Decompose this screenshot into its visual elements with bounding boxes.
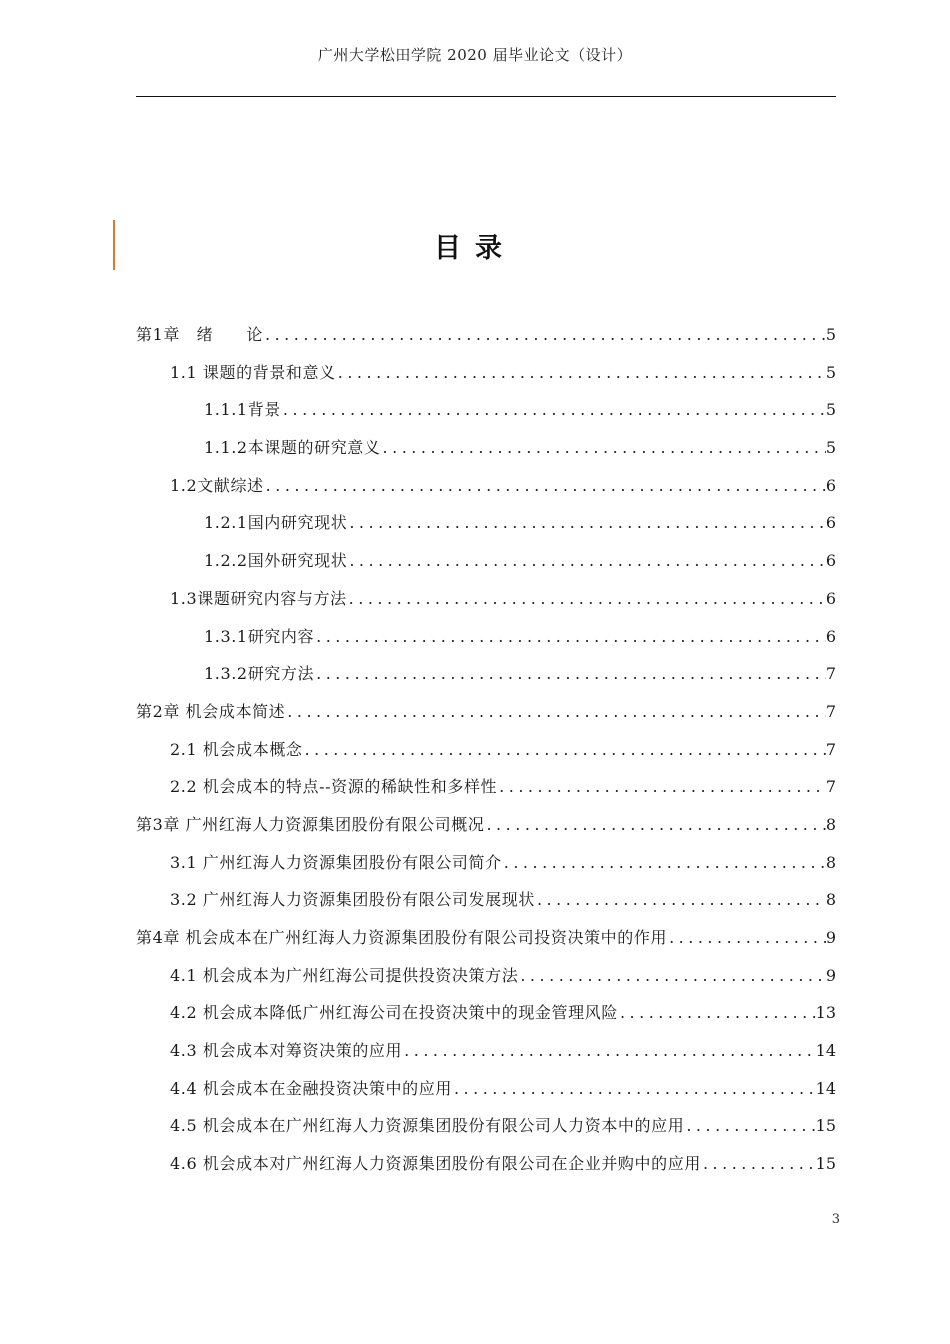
toc-entry-page: 9 xyxy=(825,965,836,985)
toc-leader-dots xyxy=(684,1107,815,1145)
toc-entry[interactable] xyxy=(136,731,836,769)
toc-leader-dots xyxy=(381,429,826,467)
toc-leader-dots xyxy=(303,731,826,769)
page-number: 3 xyxy=(831,1212,840,1227)
toc-title: 目录 xyxy=(434,233,516,264)
toc-entry[interactable] xyxy=(136,994,836,1032)
toc-leader-dots xyxy=(314,618,826,656)
toc-leader-dots xyxy=(264,467,826,505)
toc-leader-dots xyxy=(285,693,826,731)
toc-entry-page: 7 xyxy=(825,777,836,797)
toc-entry-text: 第2章 机会成本简述 xyxy=(136,701,286,721)
toc-leader-dots xyxy=(402,1032,816,1070)
toc-entry-page: 14 xyxy=(815,1041,836,1061)
toc-entry-page: 6 xyxy=(825,588,836,608)
toc-leader-dots xyxy=(281,391,826,429)
toc-leader-dots xyxy=(535,881,826,919)
toc-entry[interactable] xyxy=(136,1070,836,1108)
toc-entry-page: 5 xyxy=(825,438,836,458)
toc-leader-dots xyxy=(347,542,826,580)
toc-leader-dots xyxy=(347,580,826,618)
toc-entry-page: 6 xyxy=(825,513,836,533)
toc-entry-text: 1.3.1研究内容 xyxy=(204,626,315,646)
toc-entry-text: 1.1.2本课题的研究意义 xyxy=(204,438,381,458)
toc-leader-dots xyxy=(497,768,826,806)
toc-entry[interactable] xyxy=(136,391,836,429)
toc-entry-page: 5 xyxy=(825,400,836,420)
toc-entry-text: 1.3.2研究方法 xyxy=(204,664,315,684)
toc-entry-text: 4.6 机会成本对广州红海人力资源集团股份有限公司在企业并购中的应用 xyxy=(170,1154,701,1174)
toc-entry[interactable] xyxy=(136,881,836,919)
toc-entry-text: 4.5 机会成本在广州红海人力资源集团股份有限公司人力资本中的应用 xyxy=(170,1116,685,1136)
toc-entry-text: 2.2 机会成本的特点--资源的稀缺性和多样性 xyxy=(170,777,498,797)
toc-entry[interactable] xyxy=(136,467,836,505)
toc-entry-text: 1.2文献综述 xyxy=(170,475,264,495)
toc-entry-page: 13 xyxy=(815,1003,836,1023)
toc-leader-dots xyxy=(314,655,826,693)
toc-entry[interactable] xyxy=(136,655,836,693)
page-header: 广州大学松田学院 2020 届毕业论文（设计） xyxy=(317,46,633,64)
toc-entry-page: 6 xyxy=(825,626,836,646)
toc-entry-page: 15 xyxy=(815,1154,836,1174)
toc-entry-page: 7 xyxy=(825,739,836,759)
toc-entry[interactable] xyxy=(136,1107,836,1145)
toc-leader-dots xyxy=(618,994,816,1032)
toc-entry-text: 1.2.1国内研究现状 xyxy=(204,513,348,533)
toc-entry[interactable] xyxy=(136,504,836,542)
toc-entry-text: 1.2.2国外研究现状 xyxy=(204,551,348,571)
toc-entry-text: 1.1.1背景 xyxy=(204,400,281,420)
toc-entry-text: 4.2 机会成本降低广州红海公司在投资决策中的现金管理风险 xyxy=(170,1003,618,1023)
toc-entry[interactable] xyxy=(136,768,836,806)
toc-leader-dots xyxy=(484,806,825,844)
toc-leader-dots xyxy=(502,844,826,882)
toc-entry[interactable] xyxy=(136,1145,836,1183)
toc-entry[interactable] xyxy=(136,316,836,354)
toc-entry-page: 8 xyxy=(825,852,836,872)
toc-entry-text: 4.3 机会成本对筹资决策的应用 xyxy=(170,1041,403,1061)
toc-entry-text: 第1章 绪 论 xyxy=(136,325,263,344)
toc-entry-page: 15 xyxy=(815,1116,836,1136)
toc-entry-text: 3.2 广州红海人力资源集团股份有限公司发展现状 xyxy=(170,890,535,910)
toc-leader-dots xyxy=(701,1145,816,1183)
toc-leader-dots xyxy=(667,919,826,957)
toc-entry-text: 1.1 课题的背景和意义 xyxy=(170,362,336,382)
toc-entry[interactable] xyxy=(136,844,836,882)
toc-entry[interactable] xyxy=(136,580,836,618)
toc-entry-text: 第4章 机会成本在广州红海人力资源集团股份有限公司投资决策中的作用 xyxy=(136,928,668,947)
toc-leader-dots xyxy=(452,1070,816,1108)
toc-entry-text: 3.1 广州红海人力资源集团股份有限公司简介 xyxy=(170,852,502,872)
toc-entry-page: 5 xyxy=(825,362,836,382)
header-divider xyxy=(136,96,836,97)
toc-entry-page: 5 xyxy=(825,325,836,344)
toc-entry[interactable] xyxy=(136,542,836,580)
table-of-contents xyxy=(136,316,836,1183)
toc-entry-text: 4.4 机会成本在金融投资决策中的应用 xyxy=(170,1078,452,1098)
toc-leader-dots xyxy=(336,354,826,392)
toc-entry-page: 9 xyxy=(825,928,836,947)
toc-entry[interactable] xyxy=(136,354,836,392)
toc-entry-text: 1.3课题研究内容与方法 xyxy=(170,588,347,608)
toc-entry-page: 7 xyxy=(825,701,836,721)
toc-entry[interactable] xyxy=(136,429,836,467)
toc-entry[interactable] xyxy=(136,919,836,957)
toc-leader-dots xyxy=(263,316,826,354)
toc-entry[interactable] xyxy=(136,1032,836,1070)
toc-entry[interactable] xyxy=(136,806,836,844)
toc-entry-page: 8 xyxy=(825,890,836,910)
toc-entry[interactable] xyxy=(136,957,836,995)
toc-leader-dots xyxy=(347,504,826,542)
toc-entry-page: 14 xyxy=(815,1078,836,1098)
toc-entry[interactable] xyxy=(136,693,836,731)
toc-entry-text: 4.1 机会成本为广州红海公司提供投资决策方法 xyxy=(170,965,519,985)
toc-entry-page: 6 xyxy=(825,551,836,571)
toc-entry[interactable] xyxy=(136,618,836,656)
toc-entry-page: 7 xyxy=(825,664,836,684)
toc-entry-text: 第3章 广州红海人力资源集团股份有限公司概况 xyxy=(136,814,485,834)
toc-entry-page: 6 xyxy=(825,475,836,495)
toc-leader-dots xyxy=(518,957,825,995)
toc-entry-text: 2.1 机会成本概念 xyxy=(170,739,303,759)
toc-entry-page: 8 xyxy=(825,814,836,834)
